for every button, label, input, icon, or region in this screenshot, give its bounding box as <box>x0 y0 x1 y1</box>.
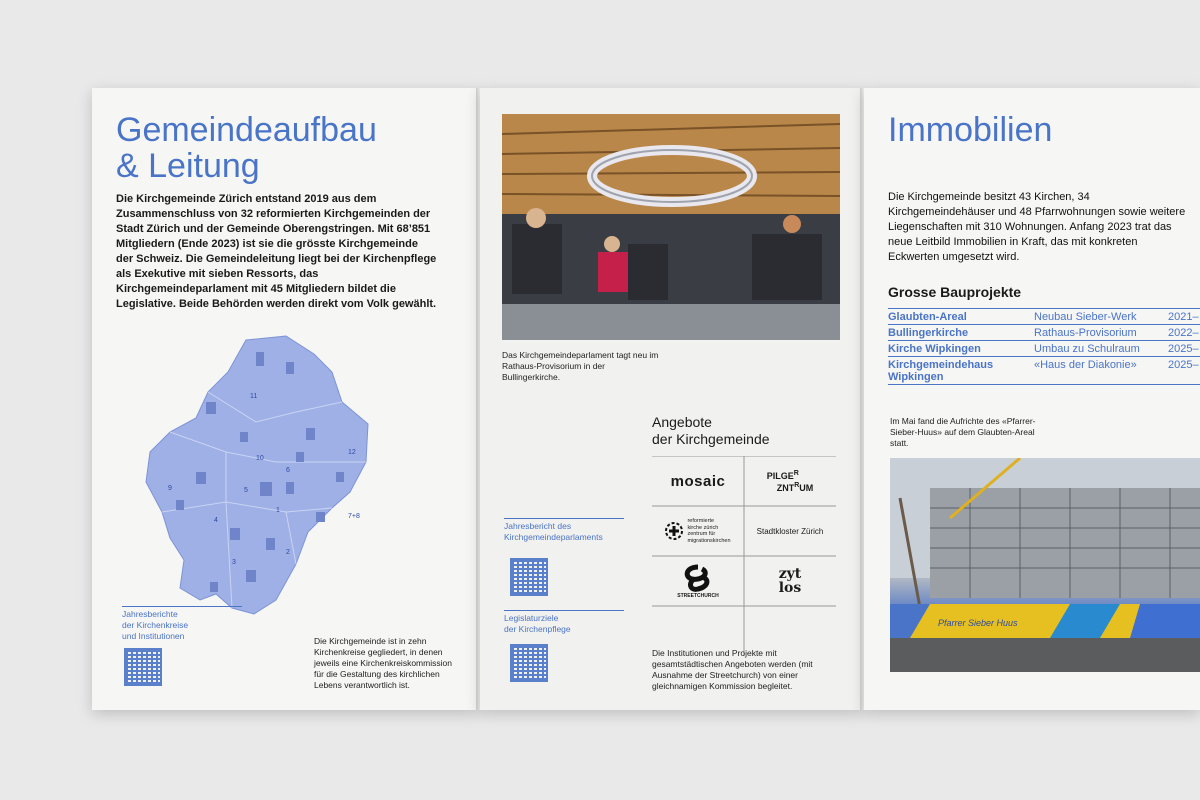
logo-zytlos-line: zyt <box>778 566 802 582</box>
qr-caption-line: Legislaturziele <box>504 613 559 623</box>
map-label-6: 6 <box>286 467 290 474</box>
map-label-7-8: 7+8 <box>348 513 360 520</box>
qr-caption-legislatur <box>504 610 624 635</box>
page-title <box>116 112 377 184</box>
logo-text-line: zentrum für <box>687 531 716 537</box>
migration-cross-icon <box>665 522 683 540</box>
project-description: Rathaus-Provisorium <box>1034 325 1168 341</box>
qr-caption-kirchenkreise <box>122 606 242 642</box>
qr-code-parlament[interactable] <box>510 558 548 596</box>
logo-streetchurch[interactable] <box>652 556 744 606</box>
project-name: Bullingerkirche <box>888 325 1034 341</box>
map-label-10: 10 <box>256 455 264 462</box>
construction-photo-drawing <box>890 458 1200 672</box>
intro-text: Die Kirchgemeinde Zürich entstand 2019 aus dem Zusammenschluss von 32 reformierten Kirchgemeinden der Stadt Zürich und der Gemeinde Oberengstringen. Mit 68’851 Mitgliedern (Ende 2023) ist sie die grösste Kirchgemeinde der Schweiz. Die Gemeindeleitung liegt bei der Kirchenpflege als Exekutive mit sieben Ressorts, das Kirchgemeindeparlament mit 45 Mitgliedern bildet die Legislative. Beide Behörden werden direkt vom Volk gewählt. <box>116 193 437 310</box>
project-description: «Haus der Diakonie» <box>1034 357 1168 385</box>
map-label-9: 9 <box>168 485 172 492</box>
offers-title-line: der Kirchgemeinde <box>652 431 770 447</box>
logo-pilgerzentrum-text <box>767 469 814 493</box>
qr-caption-parlament <box>504 518 624 543</box>
qr-caption-line: Jahresberichte <box>122 609 178 619</box>
logo-text-part: R <box>794 482 800 489</box>
footnote-kirchenkreise: Die Kirchgemeinde ist in zehn Kirchenkreise gegliedert, in denen jeweils eine Kirchenkreiskommission für die Gestaltung des kirchlichen Lebens verantwortlich ist. <box>314 636 452 690</box>
project-description: Umbau zu Schulraum <box>1034 341 1168 357</box>
logo-pilgerzentrum[interactable] <box>744 456 836 506</box>
logo-grid <box>652 456 836 656</box>
projects-heading: Grosse Bauprojekte <box>888 284 1022 300</box>
title-line-1: Gemeindeaufbau <box>116 111 377 149</box>
logo-text-part: PILGE <box>766 471 794 481</box>
project-years: 2021– <box>1168 309 1200 325</box>
project-description: Neubau Sieber-Werk <box>1034 309 1168 325</box>
logo-mosaic[interactable] <box>652 456 744 506</box>
table-row <box>888 341 1200 357</box>
qr-code-kirchenkreise[interactable] <box>124 648 162 686</box>
logo-text-part: Z <box>776 483 783 493</box>
parliament-photo-caption: Das Kirchgemeindeparlament tagt neu im Rathaus-Provisorium in der Bullingerkirche. <box>502 350 659 382</box>
logo-migrationskirchen-text <box>687 518 730 544</box>
qr-caption-line: der Kirchenkreise <box>122 620 189 630</box>
page-immobilien <box>864 88 1200 710</box>
project-years: 2022– <box>1168 325 1200 341</box>
project-name: Kirchgemeindehaus Wipkingen <box>888 357 1034 385</box>
logo-text-line: reformierte <box>687 518 715 524</box>
project-name: Glaubten-Areal <box>888 309 1034 325</box>
qr-caption-line: Kirchgemeindeparlaments <box>504 532 603 542</box>
graffiti-text: Pfarrer Sieber Huus <box>938 618 1018 628</box>
immobilien-intro: Die Kirchgemeinde besitzt 43 Kirchen, 34 Kirchgemeindehäuser und 48 Pfarrwohnungen sowie weitere Liegenschaften mit 310 Wohnungen. Anfang 2023 trat das neue Leitbild Immobilien in Kraft, das mit konkreten Eckwerten umgesetzt wird. <box>888 191 1186 263</box>
logo-text-line: migrationskirchen <box>687 537 731 544</box>
logo-migrationskirchen[interactable] <box>652 506 744 556</box>
qr-caption-line: Jahresbericht des <box>504 521 572 531</box>
logo-zytlos[interactable] <box>744 556 836 606</box>
project-years: 2025– <box>1168 357 1200 385</box>
logo-mosaic-text: mosaic <box>670 472 726 490</box>
map-label-2: 2 <box>286 549 290 556</box>
table-row <box>888 309 1200 325</box>
map-label-5: 5 <box>244 487 248 494</box>
page-institutionen <box>480 88 862 710</box>
qr-caption-line: und Institutionen <box>122 631 185 641</box>
offers-title-line: Angebote <box>652 414 712 430</box>
construction-photo-caption: Im Mai fand die Aufrichte des «Pfarrer-Sieber-Huus» auf dem Glaubten-Areal statt. <box>890 416 1036 448</box>
project-name: Kirche Wipkingen <box>888 341 1034 357</box>
map-label-1: 1 <box>276 507 280 514</box>
parliament-photo-drawing <box>502 114 840 340</box>
page-title-immobilien: Immobilien <box>888 111 1053 149</box>
title-line-2: & Leitung <box>116 147 260 185</box>
logo-text-part: R <box>793 470 799 477</box>
logo-stadtkloster-text: Stadtkloster Zürich <box>756 526 824 536</box>
parliament-photo <box>502 114 840 340</box>
map-label-12: 12 <box>348 449 356 456</box>
qr-code-legislatur[interactable] <box>510 644 548 682</box>
projects-table <box>888 308 1200 385</box>
logo-stadtkloster[interactable] <box>744 506 836 556</box>
logo-text-line: kirche zürich <box>687 524 719 531</box>
map-label-11: 11 <box>250 393 258 400</box>
table-row <box>888 325 1200 341</box>
map-label-4: 4 <box>214 517 218 524</box>
logo-text-part: UM <box>799 483 814 493</box>
page-gemeindeaufbau <box>92 88 478 710</box>
project-years: 2025– <box>1168 341 1200 357</box>
offers-footnote: Die Institutionen und Projekte mit gesamtstädtischen Angeboten werden (mit Ausnahme der Streetchurch) von einer gleichnamigen Kommission begleitet. <box>652 648 813 691</box>
streetchurch-swirl-icon <box>680 563 716 593</box>
map-label-3: 3 <box>232 559 236 566</box>
logo-text-part: NT <box>782 483 795 493</box>
offers-title <box>652 414 770 448</box>
map-shape <box>146 336 368 614</box>
table-row <box>888 357 1200 385</box>
logo-streetchurch-text: STREETCHURCH <box>677 593 719 599</box>
logo-zytlos-line: los <box>778 580 802 596</box>
qr-caption-line: der Kirchenpflege <box>504 624 571 634</box>
construction-photo <box>890 458 1200 672</box>
district-map <box>136 332 376 622</box>
